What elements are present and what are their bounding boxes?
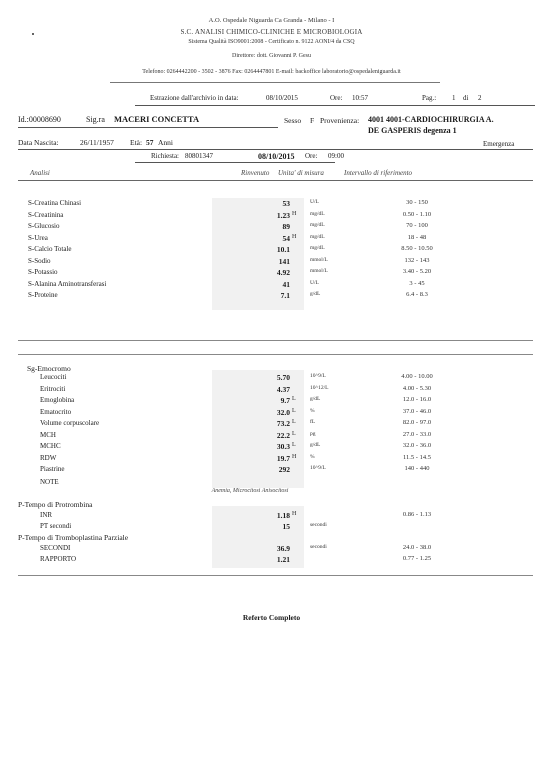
table-row xyxy=(0,511,543,522)
table-row xyxy=(0,257,543,268)
table-row xyxy=(0,442,543,453)
age-unit: Anni xyxy=(158,138,173,147)
analysis-name: Eritrociti xyxy=(40,384,66,393)
result-flag: L xyxy=(292,396,296,402)
sex-label: Sesso xyxy=(284,116,302,125)
reference-range: 0.77 - 1.25 xyxy=(402,555,432,562)
patient-id: Id.:00008690 xyxy=(18,115,61,124)
analysis-name: S-Potassio xyxy=(28,268,58,276)
request-rule xyxy=(135,162,335,163)
blood-count-start-rule xyxy=(18,354,533,355)
analysis-name: S-Creatina Chinasi xyxy=(28,199,82,207)
chemistry-end-rule xyxy=(18,340,533,341)
result-unit: U/L xyxy=(310,279,319,286)
result-unit: g/dL xyxy=(310,442,321,448)
reference-range: 140 - 440 xyxy=(404,465,430,472)
result-flag: L xyxy=(292,442,296,448)
reference-range: 82.0 - 97.0 xyxy=(402,419,432,426)
result-unit: mg/dL xyxy=(310,245,325,251)
reference-range: 3 - 45 xyxy=(409,279,425,287)
result-value: 1.23 xyxy=(276,210,290,220)
result-value: 89 xyxy=(282,222,290,231)
result-value: 4.92 xyxy=(276,268,290,277)
table-row xyxy=(0,268,543,279)
reference-range: 12.0 - 16.0 xyxy=(402,396,432,403)
birth-label: Data Nascita: xyxy=(18,138,59,147)
result-value: 19.7 xyxy=(276,453,290,463)
table-row xyxy=(0,199,543,210)
contact-line: Telefono: 0264442200 - 3502 - 3876 Fax: 0264447801 E-mail: backoffice laboratorio@ospedaleniguarda.it xyxy=(142,69,401,75)
result-unit: secondi xyxy=(310,522,327,528)
patient-title: Sig.ra xyxy=(86,115,105,124)
result-unit: mg/dL xyxy=(310,233,325,240)
analysis-name: Emoglobina xyxy=(40,396,75,404)
reference-range: 24.0 - 38.0 xyxy=(402,544,432,551)
reference-range: 70 - 100 xyxy=(406,222,428,229)
table-row xyxy=(0,419,543,430)
coagulation-end-rule xyxy=(18,575,533,576)
reference-range: 11.5 - 14.5 xyxy=(403,453,431,461)
result-flag: H xyxy=(292,233,297,240)
table-row xyxy=(0,454,543,465)
request-label: Richiesta: xyxy=(151,152,179,160)
reference-range: 132 - 143 xyxy=(404,256,430,264)
meta-rule xyxy=(135,105,535,106)
result-unit: pg xyxy=(310,430,316,437)
analysis-name: RDW xyxy=(40,453,57,462)
result-value: 292 xyxy=(278,465,290,474)
page-total: 2 xyxy=(478,94,482,102)
reference-range: 37.0 - 46.0 xyxy=(402,407,432,415)
reference-range: 18 - 48 xyxy=(407,233,427,241)
result-value: 30.3 xyxy=(276,442,290,451)
birth-date: 26/11/1957 xyxy=(80,138,114,147)
reference-range: 3.40 - 5.20 xyxy=(402,268,432,275)
analysis-name: Leucociti xyxy=(40,373,67,381)
result-unit: mmol/L xyxy=(310,256,328,263)
analysis-name: INR xyxy=(40,511,53,519)
result-value: 10.1 xyxy=(276,245,290,254)
page-label: Pag.: xyxy=(422,94,437,102)
hospital-name: A.O. Ospedale Niguarda Ca Granda - Milano - I xyxy=(208,17,335,24)
analysis-name: Ematocrito xyxy=(40,407,72,416)
age-value: 57 xyxy=(146,138,154,147)
result-value: 41 xyxy=(282,279,290,289)
analysis-name: S-Urea xyxy=(28,233,48,242)
request-time: 09:00 xyxy=(328,152,344,160)
table-row xyxy=(0,222,543,233)
table-row xyxy=(0,522,543,533)
result-value: 15 xyxy=(282,522,290,531)
result-value: 9.7 xyxy=(280,396,290,405)
request-date: 08/10/2015 xyxy=(258,152,295,161)
analysis-name: Volume corpuscolare xyxy=(40,419,100,427)
urgency-label: Emergenza xyxy=(483,140,515,148)
section-title: P-Tempo di Protrombina xyxy=(18,500,93,509)
column-unit: Unita' di misura xyxy=(278,169,324,177)
reference-range: 30 - 150 xyxy=(406,199,428,206)
result-unit: % xyxy=(310,453,315,460)
birth-rule xyxy=(18,149,533,150)
table-row xyxy=(0,280,543,291)
reference-range: 32.0 - 36.0 xyxy=(402,442,432,449)
result-value: 73.2 xyxy=(276,419,290,428)
table-row xyxy=(0,431,543,442)
patient-name: MACERI CONCETTA xyxy=(114,114,200,124)
result-unit: 10^9/L xyxy=(310,465,326,471)
extraction-date: 08/10/2015 xyxy=(266,94,298,102)
result-value: 36.9 xyxy=(276,544,290,553)
analysis-name: S-Alanina Aminotransferasi xyxy=(28,279,107,288)
reference-range: 0.50 - 1.10 xyxy=(402,210,432,218)
result-value: 5.70 xyxy=(276,373,290,382)
result-unit: 10^12/L xyxy=(310,384,329,391)
analysis-name: MCH xyxy=(40,430,56,439)
table-row xyxy=(0,291,543,302)
quality-certification: Sistema Qualità ISO9001:2008 - Certificato n. 9122 AONI/4 da CSQ xyxy=(188,39,355,45)
table-row xyxy=(0,544,543,555)
result-value: 7.1 xyxy=(280,291,290,300)
result-unit: secondi xyxy=(310,544,327,550)
result-value: 53 xyxy=(282,199,290,208)
result-value: 4.37 xyxy=(276,384,290,394)
result-flag: H xyxy=(292,210,297,217)
result-unit: % xyxy=(310,407,315,414)
analysis-name: S-Proteine xyxy=(28,291,58,299)
request-time-label: Ore: xyxy=(305,152,318,160)
result-unit: g/dL xyxy=(310,396,321,402)
note-label: NOTE xyxy=(40,478,59,486)
result-unit: 10^9/L xyxy=(310,373,326,379)
column-header-rule xyxy=(18,180,533,181)
result-unit: mg/dL xyxy=(310,210,325,217)
analysis-name: PT secondi xyxy=(40,522,72,530)
result-flag: L xyxy=(292,407,296,414)
table-row xyxy=(0,408,543,419)
request-number: 80801347 xyxy=(185,152,213,160)
table-row xyxy=(0,211,543,222)
result-unit: g/dL xyxy=(310,291,321,297)
reference-range: 0.86 - 1.13 xyxy=(402,511,432,518)
extraction-time-label: Ore: xyxy=(330,94,343,102)
result-flag: H xyxy=(292,453,297,460)
analysis-name: SECONDI xyxy=(40,544,71,552)
table-row xyxy=(0,465,543,476)
analysis-name: S-Glucosio xyxy=(28,222,60,230)
result-value: 32.0 xyxy=(276,407,290,417)
reference-range: 8.50 - 10.50 xyxy=(401,245,433,252)
result-flag: L xyxy=(292,419,296,425)
provenance-line2: DE GASPERIS degenza 1 xyxy=(368,126,457,135)
department-name: S.C. ANALISI CHIMICO-CLINICHE E MICROBIOLOGIA xyxy=(180,28,363,36)
page-number: 1 xyxy=(452,94,456,102)
page-separator: di xyxy=(463,94,469,102)
analysis-name: Piastrine xyxy=(40,465,65,473)
sex-value: F xyxy=(310,116,315,125)
column-found: Rinvenuto xyxy=(241,169,270,177)
table-row xyxy=(0,385,543,396)
result-value: 54 xyxy=(282,233,290,243)
extraction-time: 10:57 xyxy=(352,94,368,102)
analysis-name: S-Sodio xyxy=(28,256,51,265)
provenance-label: Provenienza: xyxy=(320,116,360,125)
director-name: Direttore: dott. Giovanni P. Gesu xyxy=(232,53,311,59)
age-label: Età: xyxy=(130,138,143,147)
table-row xyxy=(0,234,543,245)
report-complete-label: Referto Completo xyxy=(242,613,301,622)
result-unit: U/L xyxy=(310,199,319,205)
reference-range: 6.4 - 8.3 xyxy=(406,291,428,298)
note-text: Anemia, Microcitosi Anisocitosi xyxy=(211,488,289,494)
table-row xyxy=(0,373,543,384)
result-value: 1.18 xyxy=(276,511,290,520)
result-flag: L xyxy=(292,430,296,437)
provenance-line1: 4001 4001-CARDIOCHIRURGIA A. xyxy=(368,115,494,124)
letterhead-rule xyxy=(110,82,440,83)
section-title: P-Tempo di Tromboplastina Parziale xyxy=(18,533,129,542)
result-value: 141 xyxy=(278,256,290,266)
reference-range: 27.0 - 33.0 xyxy=(402,430,432,438)
extraction-label: Estrazione dall'archivio in data: xyxy=(150,94,239,102)
analysis-name: RAPPORTO xyxy=(40,555,77,563)
result-flag: H xyxy=(292,511,297,517)
blood-count-section-title: Sg-Emocromo xyxy=(27,364,71,373)
column-analysis: Analisi xyxy=(30,169,50,177)
result-unit: mg/dL xyxy=(310,222,325,228)
result-unit: mmol/L xyxy=(310,268,328,274)
patient-rule xyxy=(18,127,278,128)
table-row xyxy=(0,396,543,407)
result-value: 1.21 xyxy=(276,555,290,564)
result-unit: fL xyxy=(310,419,316,425)
column-range: Intervallo di riferimento xyxy=(344,169,413,177)
table-row xyxy=(0,245,543,256)
analysis-name: MCHC xyxy=(40,442,61,450)
result-value: 22.2 xyxy=(276,430,290,440)
reference-range: 4.00 - 5.30 xyxy=(402,384,432,392)
analysis-name: S-Calcio Totale xyxy=(28,245,72,253)
analysis-name: S-Creatinina xyxy=(28,210,64,219)
reference-range: 4.00 - 10.00 xyxy=(401,373,433,380)
table-row xyxy=(0,555,543,566)
